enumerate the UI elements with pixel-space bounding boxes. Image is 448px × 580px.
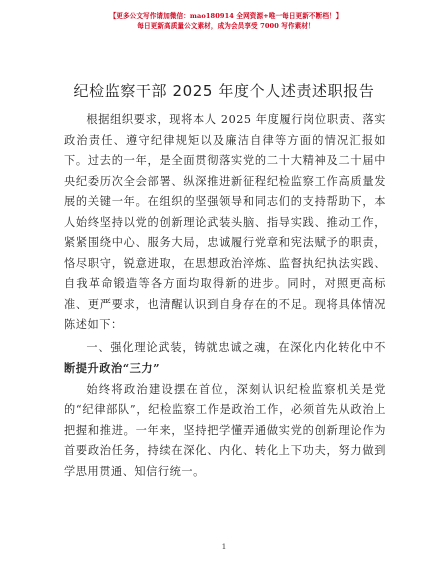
section-heading-1-text: 一、强化理论武装，铸就忠诚之魂，在深化内化转化中不: [86, 340, 386, 354]
promo-banner-line1: 【更多公文写作请加微信：mao180914 全网资源+唯一每日更新不断档！】: [109, 12, 343, 20]
document-title: 纪检监察干部 2025 年度个人述责述职报告: [73, 82, 375, 100]
section-heading-1: [64, 338, 386, 380]
promo-banner: [58, 12, 394, 31]
promo-banner-line2: 每日更新高质量公文素材，成为会员享受 7000 写作素材！: [137, 21, 315, 30]
page-number: 1: [221, 542, 227, 551]
paragraph-intro: 根据组织要求，现将本人 2025 年度履行岗位职责、落实政治责任、遵守纪律规矩以及廉洁自律等方面的情况汇报如下。过去的一年，是全面贯彻落实党的二十大精神及二十届中央纪委历次全会部署、纵深推进新征程纪检监察工作高质量发展的关键一年。在组织的坚强领导和同志们的支持帮助下，本人始终坚持以党的创新理论武装头脑、指导实践、推动工作，紧紧围绕中心、服务大局，忠诚履行党章和宪法赋予的职责，恪尽职守，锐意进取，在思想政治淬炼、监督执纪执法实践、自我革命锻造等各方面均取得新的进步。同时，对照更高标准、更严要求，也清醒认识到自身存在的不足。现将具体情况陈述如下：: [64, 113, 386, 331]
paragraph-political-building: 始终将政治建设摆在首位，深刻认识纪检监察机关是党的“纪律部队”，纪检监察工作是政治工作，必须首先从政治上把握和推进。一年来，坚持把学懂弄通做实党的创新理论作为首要政治任务，持续在深化、内化、转化上下功夫，努力做到学思用贯通、知信行统一。: [64, 382, 386, 478]
section-heading-1-bold: 断提升政治“三力”: [64, 361, 161, 375]
document-body: [64, 110, 386, 482]
